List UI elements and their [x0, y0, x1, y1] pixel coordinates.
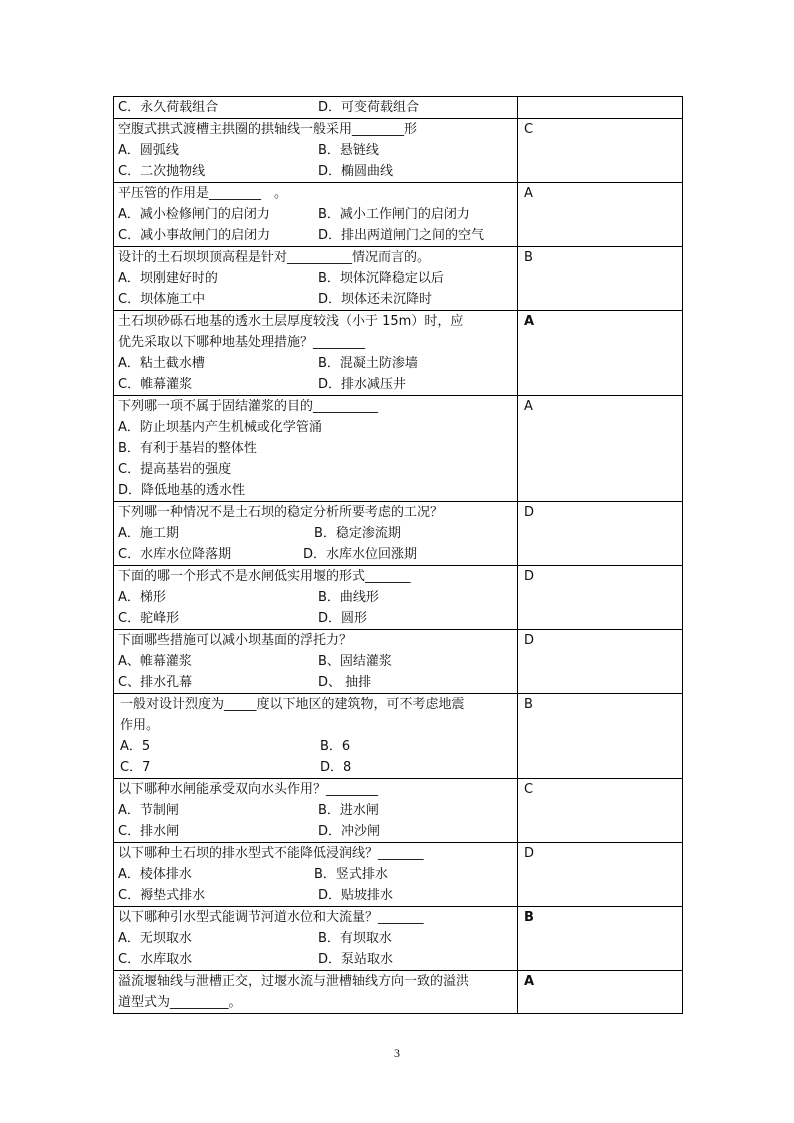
answer-cell: D — [518, 566, 683, 630]
question-text: 下列哪一种情况不是土石坝的稳定分析所要考虑的工况？ — [118, 505, 444, 520]
question-text: 空腹式拱式渡槽主拱圈的拱轴线一般采用________形 — [118, 122, 418, 137]
option-right: D．椭圆曲线 — [318, 164, 394, 179]
question-cell — [114, 779, 518, 843]
option-line — [118, 800, 517, 821]
question-row — [114, 566, 683, 630]
question-text: B．有利于基岩的整体性 — [118, 441, 257, 456]
option-line — [118, 885, 517, 906]
question-row — [114, 97, 683, 119]
answer-cell: A — [518, 311, 683, 396]
option-right: D．排出两道闸门之间的空气 — [318, 228, 485, 243]
option-right: D．排水减压井 — [318, 377, 407, 392]
question-cell — [114, 247, 518, 311]
question-cell — [114, 907, 518, 971]
question-row — [114, 694, 683, 779]
option-line — [118, 97, 517, 118]
option-right: B．6 — [320, 739, 351, 754]
question-cell — [114, 971, 518, 1014]
option-line — [118, 268, 517, 289]
option-line — [118, 651, 517, 672]
question-text: 作用。 — [120, 718, 160, 733]
option-line — [118, 289, 517, 310]
question-text: C．提高基岩的强度 — [118, 462, 232, 477]
option-left: C．减小事故闸门的启闭力 — [118, 228, 271, 243]
option-right: D．水库水位回涨期 — [303, 547, 418, 562]
question-text: 以下哪种引水型式能调节河道水位和大流量？_______ — [118, 910, 424, 925]
question-cell — [114, 183, 518, 247]
question-text: 设计的土石坝坝顶高程是针对__________情况而言的。 — [118, 250, 431, 265]
option-left: C．水库水位降落期 — [118, 547, 232, 562]
question-text: 道型式为_________。 — [118, 995, 242, 1010]
question-row — [114, 630, 683, 694]
question-row — [114, 183, 683, 247]
question-cell — [114, 843, 518, 907]
option-right: B．坝体沉降稳定以后 — [318, 271, 444, 286]
option-right: B．减小工作闸门的启闭力 — [318, 207, 470, 222]
option-line — [118, 140, 517, 161]
option-right: D．圆形 — [318, 611, 368, 626]
question-text: A．防止坝基内产生机械或化学管涌 — [118, 420, 322, 435]
option-left: A．5 — [120, 739, 151, 754]
option-left: C．褥垫式排水 — [118, 888, 206, 903]
option-line — [118, 608, 517, 629]
question-text: 以下哪种水闸能承受双向水头作用？________ — [118, 782, 379, 797]
question-text: 下列哪一项不属于固结灌浆的目的__________ — [118, 399, 379, 414]
option-right: B．悬链线 — [318, 143, 379, 158]
option-line — [120, 757, 517, 778]
option-left: A．圆弧线 — [118, 143, 179, 158]
option-line — [118, 523, 517, 544]
answer-cell: B — [518, 694, 683, 779]
option-left: C．驼峰形 — [118, 611, 180, 626]
option-line — [118, 544, 517, 565]
option-right: B．有坝取水 — [318, 931, 392, 946]
question-cell — [114, 566, 518, 630]
question-row — [114, 843, 683, 907]
option-right: D．8 — [320, 760, 352, 775]
option-left: A．无坝取水 — [118, 931, 192, 946]
answer-cell: C — [518, 779, 683, 843]
option-right: B、固结灌浆 — [318, 654, 392, 669]
option-right: B．进水闸 — [318, 803, 379, 818]
option-left: C．水库取水 — [118, 952, 193, 967]
option-right: D．坝体还未沉降时 — [318, 292, 433, 307]
option-line — [118, 672, 517, 693]
option-left: A．施工期 — [118, 526, 179, 541]
option-right: B．曲线形 — [318, 590, 379, 605]
option-left: A、帷幕灌浆 — [118, 654, 192, 669]
question-text: 一般对设计烈度为_____度以下地区的建筑物，可不考虑地震 — [120, 697, 465, 712]
option-line — [118, 587, 517, 608]
question-text: D．降低地基的透水性 — [118, 483, 246, 498]
option-left: C．永久荷载组合 — [118, 100, 219, 115]
page-number: 3 — [394, 1046, 400, 1060]
option-line — [120, 736, 517, 757]
option-left: C．二次抛物线 — [118, 164, 206, 179]
option-left: C．坝体施工中 — [118, 292, 206, 307]
question-row — [114, 907, 683, 971]
question-row — [114, 396, 683, 502]
option-left: A．减小检修闸门的启闭力 — [118, 207, 270, 222]
question-cell — [114, 630, 518, 694]
option-right: B．稳定渗流期 — [314, 526, 401, 541]
question-text: 下面的哪一个形式不是水闸低实用堰的形式_______ — [118, 569, 411, 584]
option-left: C．7 — [120, 760, 151, 775]
option-line — [118, 949, 517, 970]
option-line — [118, 928, 517, 949]
option-line — [118, 821, 517, 842]
answer-cell: D — [518, 630, 683, 694]
option-line — [118, 204, 517, 225]
question-row — [114, 119, 683, 183]
answer-cell: D — [518, 843, 683, 907]
option-left: A．粘土截水槽 — [118, 356, 205, 371]
question-text: 土石坝砂砾石地基的透水土层厚度较浅（小于 15m）时，应 — [118, 314, 464, 329]
question-row — [114, 311, 683, 396]
option-left: A．棱体排水 — [118, 867, 192, 882]
option-right: D．可变荷载组合 — [318, 100, 420, 115]
option-left: A．坝刚建好时的 — [118, 271, 218, 286]
answer-cell: C — [518, 119, 683, 183]
option-right: B．混凝土防渗墙 — [318, 356, 418, 371]
answer-cell: B — [518, 247, 683, 311]
answer-cell: B — [518, 907, 683, 971]
question-text: 平压管的作用是________ 。 — [118, 186, 288, 201]
option-right: D、 抽排 — [318, 675, 372, 690]
question-cell — [114, 396, 518, 502]
answer-cell — [518, 97, 683, 119]
option-left: C．帷幕灌浆 — [118, 377, 193, 392]
question-row — [114, 971, 683, 1014]
option-line — [118, 225, 517, 246]
question-cell — [114, 119, 518, 183]
option-right: D．冲沙闸 — [318, 824, 381, 839]
option-left: A．节制闸 — [118, 803, 179, 818]
option-left: A．梯形 — [118, 590, 166, 605]
answer-cell: A — [518, 971, 683, 1014]
question-text: 以下哪种土石坝的排水型式不能降低浸润线？_______ — [118, 846, 424, 861]
question-cell — [114, 694, 518, 779]
question-row — [114, 247, 683, 311]
question-text: 优先采取以下哪种地基处理措施？________ — [118, 335, 366, 350]
question-cell — [114, 502, 518, 566]
question-text: 溢流堰轴线与泄槽正交，过堰水流与泄槽轴线方向一致的溢洪 — [118, 974, 470, 989]
option-line — [118, 353, 517, 374]
question-table — [113, 96, 683, 1014]
question-cell — [114, 97, 518, 119]
question-text: 下面哪些措施可以减小坝基面的浮托力？ — [118, 633, 353, 648]
option-right: D．泵站取水 — [318, 952, 394, 967]
question-cell — [114, 311, 518, 396]
answer-cell: A — [518, 396, 683, 502]
option-right: B．竖式排水 — [314, 867, 388, 882]
answer-cell: D — [518, 502, 683, 566]
option-left: C、排水孔幕 — [118, 675, 193, 690]
answer-cell: A — [518, 183, 683, 247]
option-line — [118, 374, 517, 395]
option-left: C．排水闸 — [118, 824, 180, 839]
option-line — [118, 161, 517, 182]
option-line — [118, 864, 517, 885]
question-row — [114, 502, 683, 566]
option-right: D．贴坡排水 — [318, 888, 394, 903]
question-row — [114, 779, 683, 843]
question-table-body — [114, 97, 683, 1014]
